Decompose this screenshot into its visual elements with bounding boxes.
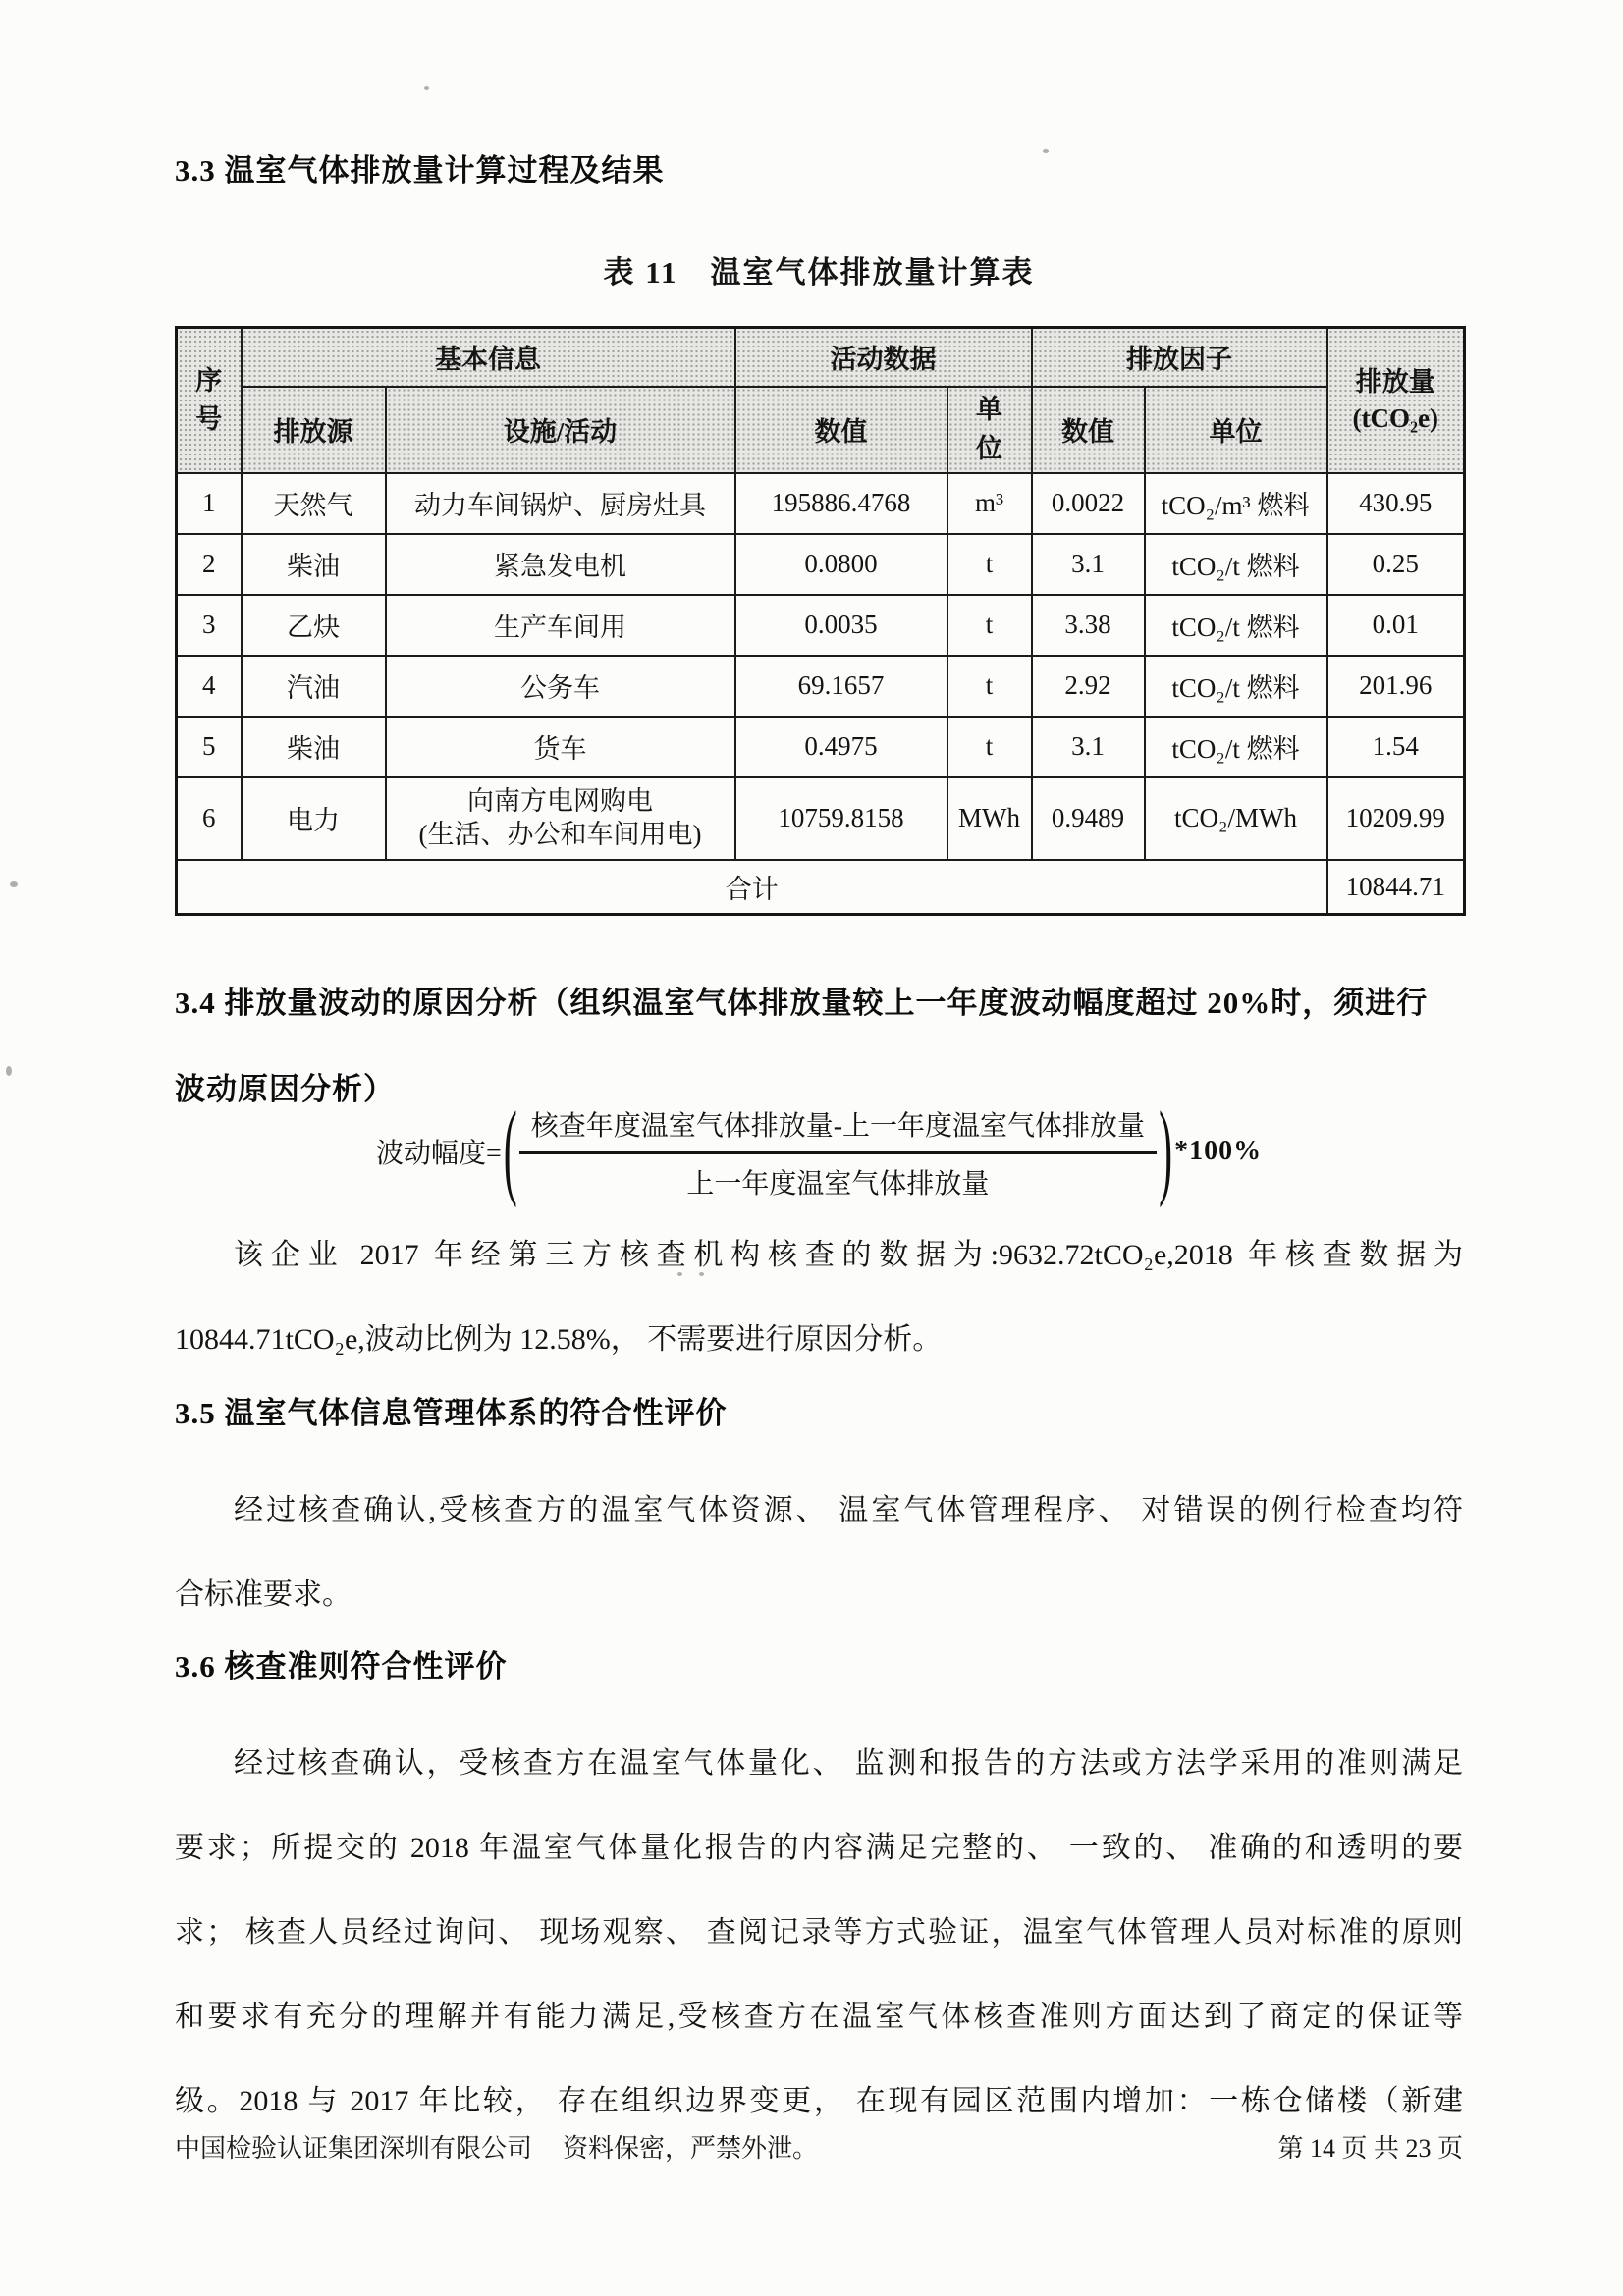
formula-label: 波动幅度= (375, 1139, 502, 1169)
section-3-4-heading: 3.4 排放量波动的原因分析（组织温室气体排放量较上一年度波动幅度超过 20%时，须进行 波动原因分析） (175, 986, 1429, 1106)
paragraph-3-4: 该企业 2017 年经第三方核查机构核查的数据为:9632.72tCO₂e,2018 年核查数据为 10844.71tCO₂e,波动比例为 12.58%， 不需要进行原因分析。 (175, 1239, 1463, 1356)
cell-emission: 201.96 (1327, 656, 1465, 717)
scan-speck (1043, 149, 1049, 153)
cell-activity-unit: m³ (947, 473, 1032, 534)
cell-facility: 货车 (386, 717, 735, 777)
cell-activity-value: 10759.8158 (735, 777, 947, 860)
cell-ef-unit: tCO₂/t 燃料 (1145, 656, 1327, 717)
cell-activity-unit: t (947, 595, 1032, 656)
cell-no: 2 (177, 534, 242, 595)
cell-ef-unit: tCO₂/m³ 燃料 (1145, 473, 1327, 534)
cell-ef-unit: tCO₂/t 燃料 (1145, 534, 1327, 595)
formula-fraction (519, 1102, 1157, 1201)
cell-no: 5 (177, 717, 242, 777)
header-activity-value: 数值 (735, 387, 947, 473)
header-activity-data: 活动数据 (735, 328, 1032, 387)
section-3-6-heading: 3.6 核查准则符合性评价 (175, 1649, 508, 1683)
header-emission-factor: 排放因子 (1032, 328, 1327, 387)
cell-ef-value: 0.9489 (1032, 777, 1145, 860)
cell-activity-value: 195886.4768 (735, 473, 947, 534)
cell-facility: 动力车间锅炉、厨房灶具 (386, 473, 735, 534)
formula-close-paren: ) (1159, 1093, 1173, 1210)
header-emission: 排放量 (tCO₂e) (1327, 328, 1465, 473)
page-footer (175, 2128, 1463, 2164)
total-label: 合计 (177, 860, 1327, 915)
paragraph-3-5: 经过核查确认,受核查方的温室气体资源、 温室气体管理程序、 对错误的例行检查均符 合标准要求。 (175, 1494, 1463, 1611)
cell-source: 柴油 (242, 534, 386, 595)
cell-facility: 公务车 (386, 656, 735, 717)
table-total-row (177, 860, 1465, 915)
cell-source: 电力 (242, 777, 386, 860)
cell-facility: 紧急发电机 (386, 534, 735, 595)
cell-facility: 生产车间用 (386, 595, 735, 656)
cell-emission: 1.54 (1327, 717, 1465, 777)
cell-no: 1 (177, 473, 242, 534)
header-ef-value: 数值 (1032, 387, 1145, 473)
header-source: 排放源 (242, 387, 386, 473)
cell-no: 4 (177, 656, 242, 717)
table-row (177, 595, 1465, 656)
header-facility: 设施/活动 (386, 387, 735, 473)
footer-company: 中国检验认证集团深圳有限公司 (175, 2134, 533, 2163)
table-row (177, 473, 1465, 534)
cell-emission: 430.95 (1327, 473, 1465, 534)
table-row (177, 777, 1465, 860)
scan-speck (6, 1066, 12, 1076)
cell-source: 乙炔 (242, 595, 386, 656)
formula-open-paren: ( (503, 1093, 517, 1210)
footer-confidential: 资料保密，严禁外泄。 (563, 2134, 819, 2163)
cell-ef-unit: tCO₂/t 燃料 (1145, 595, 1327, 656)
cell-activity-value: 0.4975 (735, 717, 947, 777)
scan-speck (699, 1272, 704, 1276)
table-header-group-row (177, 328, 1465, 387)
cell-ef-value: 3.1 (1032, 717, 1145, 777)
cell-activity-value: 0.0035 (735, 595, 947, 656)
cell-source: 汽油 (242, 656, 386, 717)
scan-speck (424, 86, 429, 90)
cell-ef-unit: tCO₂/t 燃料 (1145, 717, 1327, 777)
cell-emission: 0.25 (1327, 534, 1465, 595)
header-basic-info: 基本信息 (242, 328, 735, 387)
scan-speck (10, 881, 18, 887)
table-header-sub-row (177, 387, 1465, 473)
table-row (177, 656, 1465, 717)
cell-activity-unit: MWh (947, 777, 1032, 860)
formula-numerator: 核查年度温室气体排放量-上一年度温室气体排放量 (519, 1102, 1157, 1154)
cell-emission: 10209.99 (1327, 777, 1465, 860)
header-activity-unit: 单位 (947, 387, 1032, 473)
formula-suffix: *100% (1174, 1136, 1263, 1166)
cell-ef-unit: tCO₂/MWh (1145, 777, 1327, 860)
section-3-3-heading: 3.3 温室气体排放量计算过程及结果 (175, 153, 665, 187)
table-row (177, 717, 1465, 777)
fluctuation-formula (175, 1093, 1463, 1210)
cell-source: 柴油 (242, 717, 386, 777)
cell-activity-value: 69.1657 (735, 656, 947, 717)
cell-activity-unit: t (947, 656, 1032, 717)
header-seq: 序号 (177, 328, 242, 473)
footer-page-number: 第 14 页 共 23 页 (1277, 2134, 1463, 2163)
cell-no: 3 (177, 595, 242, 656)
cell-ef-value: 3.1 (1032, 534, 1145, 595)
cell-facility: 向南方电网购电 (生活、办公和车间用电) (386, 777, 735, 860)
table-row (177, 534, 1465, 595)
section-3-5-heading: 3.5 温室气体信息管理体系的符合性评价 (175, 1396, 728, 1430)
cell-activity-unit: t (947, 534, 1032, 595)
cell-ef-value: 3.38 (1032, 595, 1145, 656)
scan-speck (677, 1272, 682, 1276)
cell-emission: 0.01 (1327, 595, 1465, 656)
formula-denominator: 上一年度温室气体排放量 (686, 1168, 990, 1200)
total-value: 10844.71 (1327, 860, 1465, 915)
paragraph-3-6: 经过核查确认，受核查方在温室气体量化、 监测和报告的方法或方法学采用的准则满足 要求；所提交的 2018 年温室气体量化报告的内容满足完整的、 一致的、 准确的和透明的要 求； 核查人员经过询问、 现场观察、 查阅记录等方式验证，温室气体管理人员对标准的原则 和要求有充分的理解并有能力满足,受核查方在温室气体核查准则方面达到了商定的保证等 级。2018 与 2017 年比较， 存在组织边界变更， 在现有园区范围内增加：一栋仓储楼（新建 (175, 1747, 1463, 2117)
cell-activity-unit: t (947, 717, 1032, 777)
emission-calculation-table (175, 326, 1466, 916)
cell-ef-value: 0.0022 (1032, 473, 1145, 534)
cell-no: 6 (177, 777, 242, 860)
cell-activity-value: 0.0800 (735, 534, 947, 595)
header-ef-unit: 单位 (1145, 387, 1327, 473)
cell-source: 天然气 (242, 473, 386, 534)
cell-ef-value: 2.92 (1032, 656, 1145, 717)
table-caption: 表 11 温室气体排放量计算表 (603, 255, 1035, 290)
